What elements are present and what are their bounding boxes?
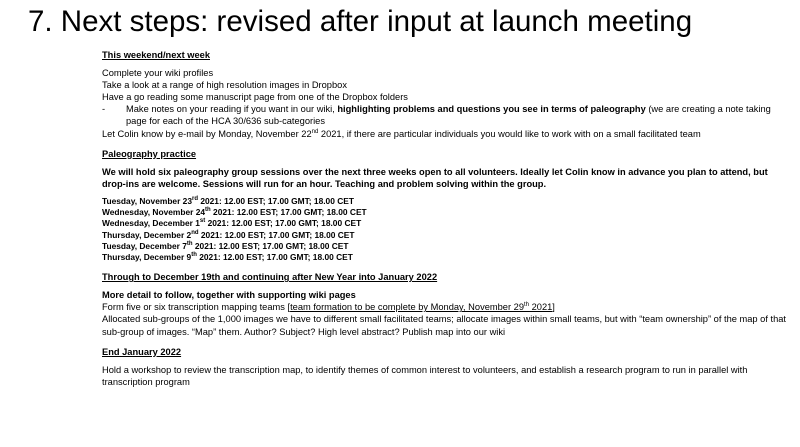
- section-heading: Through to December 19th and continuing after New Year into January 2022: [102, 272, 438, 283]
- text-line: Take a look at a range of high resolution images in Dropbox: [102, 80, 347, 91]
- session-list: [102, 196, 792, 263]
- session-item: Thursday, December 2nd 2021: 12.00 EST; 17.00 GMT; 18.00 CET: [102, 229, 355, 240]
- session-item: Tuesday, December 7th 2021: 12.00 EST; 17.00 GMT; 18.00 CET: [102, 240, 349, 251]
- text-line: Let Colin know by e-mail by Monday, November 22nd 2021, if there are particular individuals you would like to work with on a small facilitated team: [102, 128, 701, 139]
- session-item: Wednesday, December 1st 2021: 12.00 EST; 17.00 GMT; 18.00 CET: [102, 218, 362, 229]
- text-line: More detail to follow, together with supporting wiki pages: [102, 290, 356, 301]
- text-line: Have a go reading some manuscript page from one of the Dropbox folders: [102, 92, 408, 103]
- section-heading: This weekend/next week: [102, 50, 210, 60]
- session-item: Thursday, December 9th 2021: 12.00 EST; 17.00 GMT; 18.00 CET: [102, 251, 353, 262]
- section-end-january: [102, 346, 792, 388]
- bullet-text-pre: Make notes on your reading if you want in our wiki,: [126, 104, 338, 115]
- bullet-item: [102, 103, 792, 127]
- text-paragraph: Allocated sub-groups of the 1,000 images we have to different small facilitated teams; allocate images within small teams, but with “team ownership” of the map of that sub-group of images. “Map” them. Author? Subject? High level abstract? Publish map into our wiki: [102, 314, 787, 337]
- bullet-text-bold: highlighting problems and questions you see in terms of paleography: [337, 104, 646, 115]
- section-through-december: [102, 271, 792, 337]
- paleography-intro: We will hold six paleography group sessions over the next three weeks open to all volunteers. Ideally let Colin know in advance you plan to attend, but drop-ins are welcome. Sessions will run for an hour. Teaching and problem solving within the group.: [102, 166, 768, 189]
- text-line: Complete your wiki profiles: [102, 68, 214, 79]
- bullet-dash: -: [102, 104, 106, 115]
- slide-content: [102, 49, 792, 388]
- slide-title: 7. Next steps: revised after input at launch meeting: [28, 5, 693, 38]
- section-paleography: [102, 148, 792, 264]
- bullet-text-post: (we are creating a note taking page for each of the HCA 30/636 sub-categories: [126, 104, 771, 127]
- session-item: Wednesday, November 24th 2021: 12.00 EST; 17.00 GMT; 18.00 CET: [102, 207, 367, 218]
- text-line: Form five or six transcription mapping teams [team formation to be complete by Monday, November 29th 2021]: [102, 302, 555, 313]
- section-heading: End January 2022: [102, 346, 182, 357]
- session-item: Tuesday, November 23rd 2021: 12.00 EST; 17.00 GMT; 18.00 CET: [102, 195, 354, 206]
- text-paragraph: Hold a workshop to review the transcription map, to identify themes of common interest to volunteers, and establish a research program to run in parallel with transcription program: [102, 364, 748, 387]
- section-heading: Paleography practice: [102, 148, 197, 159]
- section-this-weekend: [102, 49, 792, 140]
